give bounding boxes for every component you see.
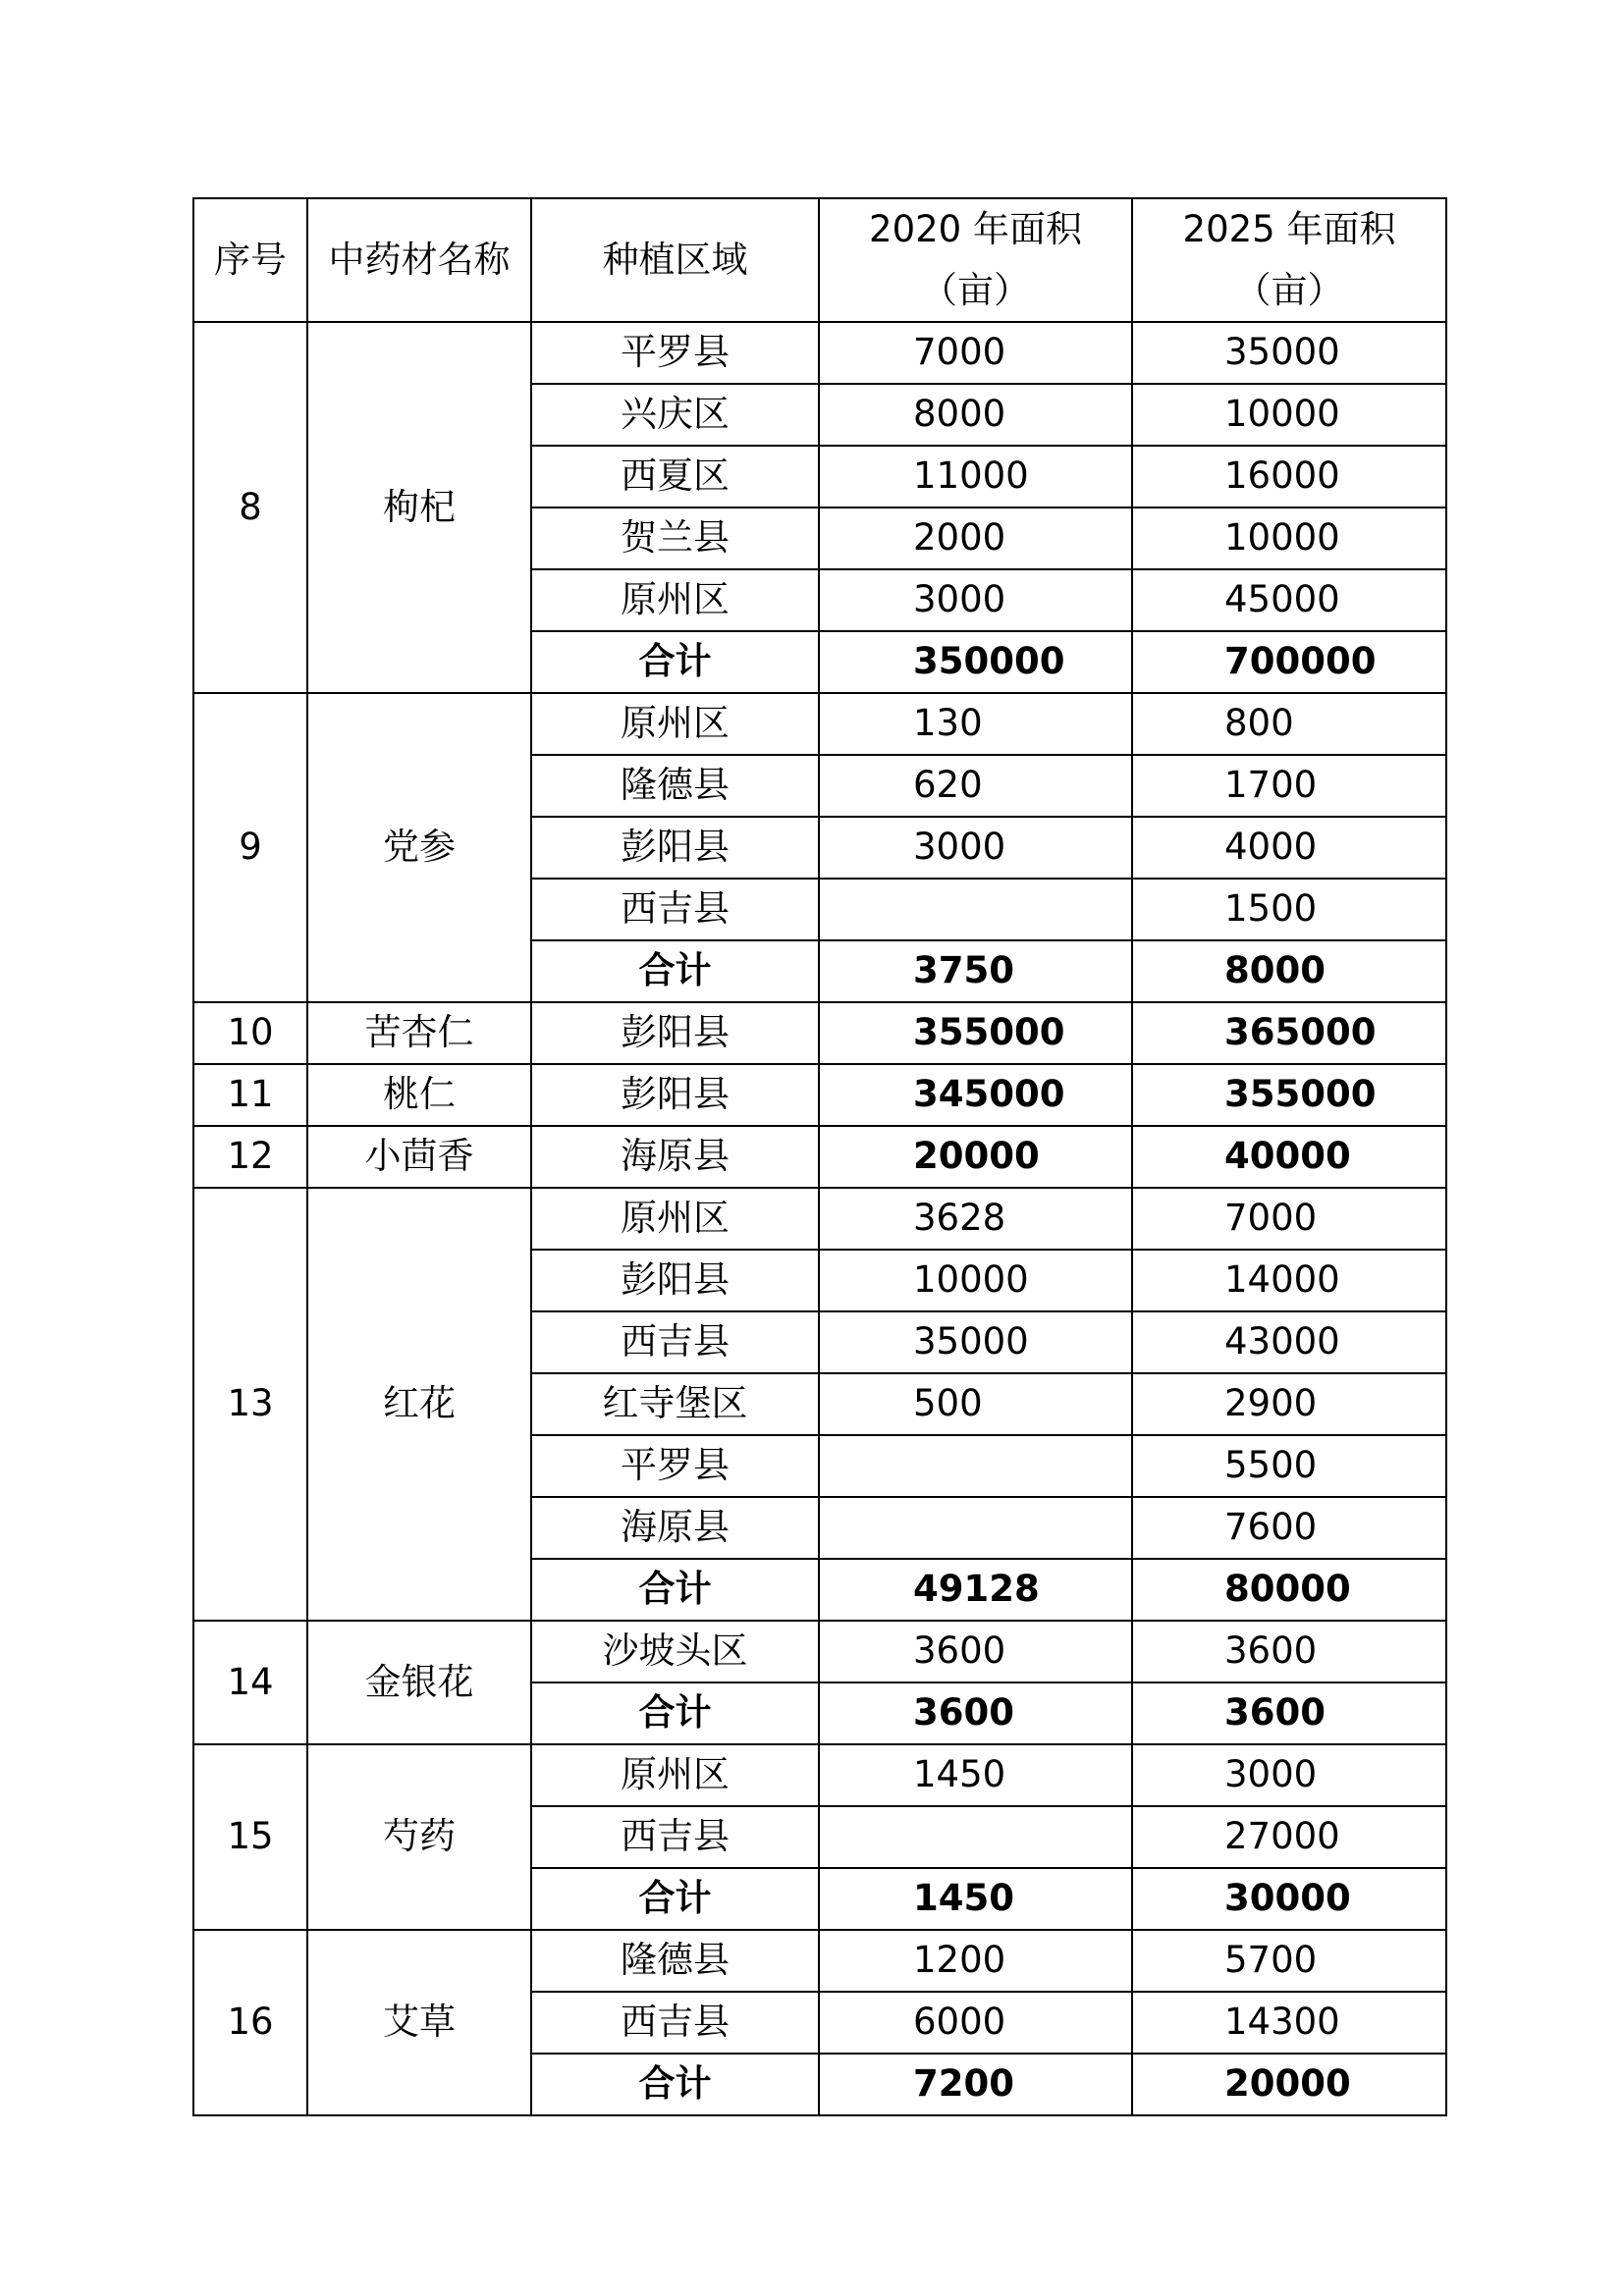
- cell-region: 隆德县: [531, 1930, 819, 1992]
- cell-area-2020: 620: [819, 755, 1132, 817]
- cell-area-2025: 30000: [1132, 1868, 1446, 1930]
- cell-region: 海原县: [531, 1126, 819, 1188]
- cell-index: 8: [193, 322, 307, 693]
- cell-region: 彭阳县: [531, 1002, 819, 1064]
- cell-index: 11: [193, 1064, 307, 1126]
- cell-area-2020: 1450: [819, 1744, 1132, 1806]
- cell-area-2020: 6000: [819, 1992, 1132, 2054]
- table-row: [193, 1126, 1446, 1188]
- table-row: [193, 322, 1446, 384]
- header-area-2020-unit: （亩）: [921, 269, 1030, 311]
- cell-area-2020: 8000: [819, 384, 1132, 446]
- cell-area-2025: 700000: [1132, 631, 1446, 693]
- cell-region: 西吉县: [531, 1806, 819, 1868]
- cell-area-2025: 4000: [1132, 817, 1446, 879]
- cell-region: 西吉县: [531, 1311, 819, 1373]
- cell-area-2025: 5500: [1132, 1435, 1446, 1497]
- cell-region: 隆德县: [531, 755, 819, 817]
- cell-area-2020: [819, 1497, 1132, 1559]
- cell-area-2020: [819, 879, 1132, 940]
- cell-herb-name: 金银花: [307, 1621, 531, 1744]
- header-area-2020: [819, 198, 1132, 322]
- cell-area-2025: 800: [1132, 693, 1446, 755]
- cell-area-2020: 3000: [819, 569, 1132, 631]
- table-row: [193, 1188, 1446, 1250]
- cell-total-label: 合计: [531, 940, 819, 1002]
- cell-area-2020: 3628: [819, 1188, 1132, 1250]
- cell-area-2020: [819, 1435, 1132, 1497]
- cell-herb-name: 枸杞: [307, 322, 531, 693]
- table-row: [193, 693, 1446, 755]
- cell-region: 原州区: [531, 1744, 819, 1806]
- cell-area-2020: 130: [819, 693, 1132, 755]
- table-row: [193, 1064, 1446, 1126]
- cell-area-2025: 5700: [1132, 1930, 1446, 1992]
- header-area-2025-title: 2025 年面积: [1182, 208, 1396, 250]
- cell-region: 原州区: [531, 569, 819, 631]
- cell-area-2020: 1450: [819, 1868, 1132, 1930]
- cell-area-2025: 14300: [1132, 1992, 1446, 2054]
- cell-region: 彭阳县: [531, 1064, 819, 1126]
- cell-index: 13: [193, 1188, 307, 1621]
- cell-region: 海原县: [531, 1497, 819, 1559]
- cell-area-2025: 7000: [1132, 1188, 1446, 1250]
- cell-region: 原州区: [531, 693, 819, 755]
- cell-area-2025: 20000: [1132, 2054, 1446, 2115]
- cell-area-2020: 350000: [819, 631, 1132, 693]
- cell-index: 16: [193, 1930, 307, 2115]
- cell-index: 15: [193, 1744, 307, 1930]
- cell-total-label: 合计: [531, 631, 819, 693]
- table-row: [193, 1621, 1446, 1682]
- cell-area-2025: 35000: [1132, 322, 1446, 384]
- cell-area-2020: 35000: [819, 1311, 1132, 1373]
- cell-area-2025: 3600: [1132, 1682, 1446, 1744]
- cell-area-2020: 3600: [819, 1621, 1132, 1682]
- cell-region: 兴庆区: [531, 384, 819, 446]
- cell-area-2025: 10000: [1132, 507, 1446, 569]
- cell-total-label: 合计: [531, 1682, 819, 1744]
- cell-region: 红寺堡区: [531, 1373, 819, 1435]
- header-area-2025-unit: （亩）: [1234, 269, 1344, 311]
- cell-area-2025: 2900: [1132, 1373, 1446, 1435]
- header-region: 种植区域: [531, 198, 819, 322]
- cell-area-2025: 27000: [1132, 1806, 1446, 1868]
- cell-herb-name: 芍药: [307, 1744, 531, 1930]
- cell-herb-name: 桃仁: [307, 1064, 531, 1126]
- cell-area-2020: 20000: [819, 1126, 1132, 1188]
- cell-index: 10: [193, 1002, 307, 1064]
- header-herb-name: 中药材名称: [307, 198, 531, 322]
- cell-region: 彭阳县: [531, 1250, 819, 1311]
- cell-area-2020: [819, 1806, 1132, 1868]
- cell-herb-name: 红花: [307, 1188, 531, 1621]
- cell-area-2020: 49128: [819, 1559, 1132, 1621]
- cell-area-2025: 45000: [1132, 569, 1446, 631]
- cell-area-2025: 80000: [1132, 1559, 1446, 1621]
- header-index: 序号: [193, 198, 307, 322]
- header-area-2025: [1132, 198, 1446, 322]
- cell-area-2025: 355000: [1132, 1064, 1446, 1126]
- cell-area-2020: 3600: [819, 1682, 1132, 1744]
- cell-herb-name: 小茴香: [307, 1126, 531, 1188]
- cell-area-2020: 500: [819, 1373, 1132, 1435]
- table-body: [193, 322, 1446, 2115]
- cell-total-label: 合计: [531, 1559, 819, 1621]
- cell-area-2025: 10000: [1132, 384, 1446, 446]
- cell-region: 西吉县: [531, 879, 819, 940]
- cell-area-2025: 7600: [1132, 1497, 1446, 1559]
- cell-region: 平罗县: [531, 322, 819, 384]
- cell-area-2020: 3000: [819, 817, 1132, 879]
- cell-herb-name: 艾草: [307, 1930, 531, 2115]
- table-row: [193, 1744, 1446, 1806]
- cell-area-2025: 8000: [1132, 940, 1446, 1002]
- cell-area-2020: 1200: [819, 1930, 1132, 1992]
- cell-index: 9: [193, 693, 307, 1002]
- cell-area-2025: 1700: [1132, 755, 1446, 817]
- table-header: [193, 198, 1446, 322]
- cell-area-2020: 10000: [819, 1250, 1132, 1311]
- cell-region: 原州区: [531, 1188, 819, 1250]
- cell-area-2025: 365000: [1132, 1002, 1446, 1064]
- header-row: [193, 198, 1446, 322]
- cell-region: 平罗县: [531, 1435, 819, 1497]
- cell-area-2025: 43000: [1132, 1311, 1446, 1373]
- cell-region: 西吉县: [531, 1992, 819, 2054]
- cell-area-2020: 3750: [819, 940, 1132, 1002]
- cell-region: 西夏区: [531, 446, 819, 507]
- cell-area-2020: 7000: [819, 322, 1132, 384]
- cell-index: 12: [193, 1126, 307, 1188]
- cell-herb-name: 党参: [307, 693, 531, 1002]
- cell-area-2025: 3000: [1132, 1744, 1446, 1806]
- cell-area-2020: 2000: [819, 507, 1132, 569]
- cell-region: 沙坡头区: [531, 1621, 819, 1682]
- cell-herb-name: 苦杏仁: [307, 1002, 531, 1064]
- cell-index: 14: [193, 1621, 307, 1744]
- header-area-2020-title: 2020 年面积: [869, 208, 1082, 250]
- table-row: [193, 1002, 1446, 1064]
- cell-area-2020: 345000: [819, 1064, 1132, 1126]
- cell-area-2020: 355000: [819, 1002, 1132, 1064]
- cell-area-2020: 7200: [819, 2054, 1132, 2115]
- cell-area-2020: 11000: [819, 446, 1132, 507]
- cell-area-2025: 14000: [1132, 1250, 1446, 1311]
- cell-area-2025: 3600: [1132, 1621, 1446, 1682]
- cell-area-2025: 16000: [1132, 446, 1446, 507]
- cell-total-label: 合计: [531, 2054, 819, 2115]
- cell-region: 贺兰县: [531, 507, 819, 569]
- cell-area-2025: 40000: [1132, 1126, 1446, 1188]
- cell-area-2025: 1500: [1132, 879, 1446, 940]
- planting-area-table: [192, 197, 1447, 2116]
- cell-region: 彭阳县: [531, 817, 819, 879]
- table-row: [193, 1930, 1446, 1992]
- cell-total-label: 合计: [531, 1868, 819, 1930]
